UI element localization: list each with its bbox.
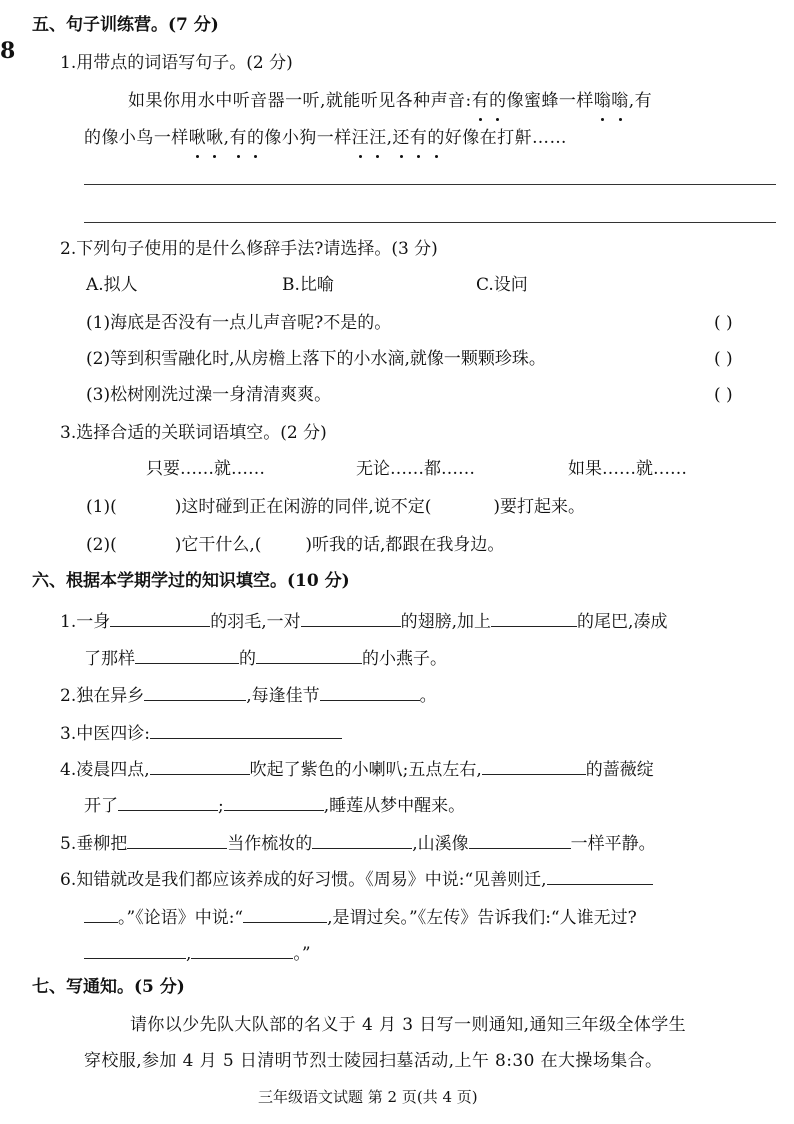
s5-q2-item1: (1)海底是否没有一点儿声音呢?不是的。: [86, 313, 392, 333]
blank[interactable]: [312, 830, 412, 849]
blank[interactable]: [547, 866, 653, 885]
answer-box-3[interactable]: ( ): [714, 385, 733, 405]
choice-2: 无论……都……: [356, 459, 475, 479]
s6-q6-line2: 。”《论语》中说:“ ,是谓过矣。”《左传》告诉我们:“人谁无过?: [84, 904, 637, 929]
blank[interactable]: [118, 792, 218, 811]
blank[interactable]: [256, 645, 362, 664]
s5-q2-title: 2.下列句子使用的是什么修辞手法?请选择。(3 分): [60, 239, 438, 259]
blank[interactable]: [224, 792, 324, 811]
s6-q6-line3: , 。”: [84, 940, 311, 965]
s6-q5: 5.垂柳把 当作梳妆的 ,山溪像 一样平静。: [60, 830, 656, 855]
s5-q1-passage-line1: 如果你用水中听音器一听,就能听见各种声音:有的像蜜蜂一样嗡嗡,有: [128, 91, 653, 111]
blank[interactable]: [84, 904, 118, 923]
option-b: B.比喻: [282, 275, 334, 295]
s6-q2: 2.独在异乡 ,每逢佳节 。: [60, 682, 437, 707]
emphasis-dot-char: 的: [246, 128, 265, 148]
choice-3: 如果……就……: [568, 459, 687, 479]
blank[interactable]: [469, 830, 571, 849]
emphasis-dot-char: 的: [427, 128, 445, 148]
page-footer: 三年级语文试题 第 2 页(共 4 页): [258, 1088, 478, 1106]
blank[interactable]: [84, 940, 186, 959]
blank[interactable]: [150, 756, 250, 775]
s7-prompt-line1: 请你以少先队大队部的名义于 4 月 3 日写一则通知,通知三年级全体学生: [130, 1015, 687, 1035]
binding-mark: 8: [0, 38, 16, 64]
emphasis-dot-char: 啾: [188, 128, 207, 148]
emphasis-dot-char: 有: [229, 128, 247, 148]
s5-q2-item2: (2)等到积雪融化时,从房檐上落下的小水滴,就像一颗颗珍珠。: [86, 349, 546, 369]
emphasis-dot-char: 嗡: [593, 91, 612, 111]
blank[interactable]: [301, 608, 401, 627]
choice-1: 只要……就……: [146, 459, 265, 479]
s6-q1-line1: 1.一身 的羽毛,一对 的翅膀,加上 的尾巴,凑成: [60, 608, 667, 633]
blank[interactable]: [191, 940, 293, 959]
emphasis-dot-char: 有: [471, 91, 490, 111]
blank[interactable]: [243, 904, 327, 923]
s5-q3-sentence2: (2)( )它干什么,( )听我的话,都跟在我身边。: [86, 535, 505, 555]
blank[interactable]: [320, 682, 420, 701]
section-5-title: 五、句子训练营。(7 分): [32, 15, 219, 35]
answer-line-1[interactable]: [84, 184, 776, 185]
s6-q4-line1: 4.凌晨四点, 吹起了紫色的小喇叭;五点左右, 的蔷薇绽: [60, 756, 654, 781]
s7-prompt-line2: 穿校服,参加 4 月 5 日清明节烈士陵园扫墓活动,上午 8:30 在大操场集合。: [84, 1051, 663, 1071]
option-a: A.拟人: [86, 275, 138, 295]
answer-line-2[interactable]: [84, 222, 776, 223]
s6-q3: 3.中医四诊:: [60, 720, 342, 745]
s5-q2-item3: (3)松树刚洗过澡一身清清爽爽。: [86, 385, 332, 405]
blank[interactable]: [144, 682, 246, 701]
blank[interactable]: [482, 756, 586, 775]
s5-q3-sentence1: (1)( )这时碰到正在闲游的同伴,说不定( )要打起来。: [86, 497, 586, 517]
blank[interactable]: [135, 645, 239, 664]
s5-q3-title: 3.选择合适的关联词语填空。(2 分): [60, 423, 327, 443]
blank[interactable]: [110, 608, 210, 627]
option-c: C.设问: [476, 275, 528, 295]
answer-box-2[interactable]: ( ): [714, 349, 733, 369]
blank[interactable]: [150, 720, 342, 739]
answer-box-1[interactable]: ( ): [714, 313, 733, 333]
section-7-title: 七、写通知。(5 分): [32, 977, 185, 997]
emphasis-dot-char: 嗡: [611, 91, 629, 111]
section-6-title: 六、根据本学期学过的知识填空。(10 分): [32, 571, 350, 591]
emphasis-dot-char: 啾: [206, 128, 224, 148]
emphasis-dot-char: 有: [409, 128, 428, 148]
s5-q1-title: 1.用带点的词语写句子。(2 分): [60, 53, 293, 73]
emphasis-dot-char: 汪: [351, 128, 370, 148]
emphasis-dot-char: 的: [489, 91, 507, 111]
s6-q4-line2: 开了 ; ,睡莲从梦中醒来。: [84, 792, 465, 817]
s6-q6-line1: 6.知错就改是我们都应该养成的好习惯。《周易》中说:“见善则迁,: [60, 866, 653, 891]
blank[interactable]: [127, 830, 227, 849]
blank[interactable]: [491, 608, 577, 627]
s6-q1-line2: 了那样 的 的小燕子。: [84, 645, 447, 670]
emphasis-dot-char: 汪: [369, 128, 387, 148]
emphasis-dot-char: 还: [392, 128, 410, 148]
s5-q1-passage-line2: 的像小鸟一样啾啾,有的像小狗一样汪汪,还有的好像在打鼾……: [84, 128, 567, 148]
